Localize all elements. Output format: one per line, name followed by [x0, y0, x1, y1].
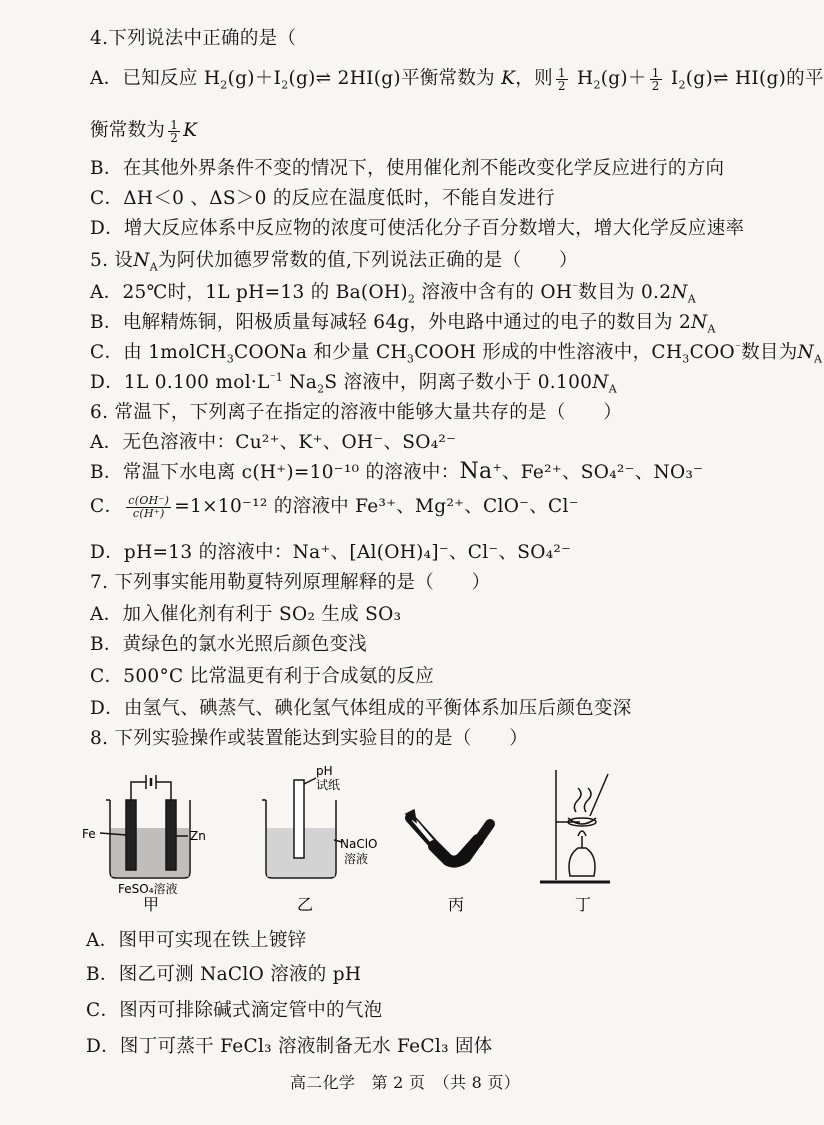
q7-option-b: B．黄绿色的氯水光照后颜色变浅 — [90, 634, 368, 655]
fig-yi-ph-label: pH — [316, 764, 333, 778]
q7-option-a: A．加入催化剂有利于 SO₂ 生成 SO₃ — [90, 604, 402, 625]
fig-jia-solution-label: FeSO₄溶液 — [118, 882, 178, 896]
fig-yi-paper-label: 试纸 — [316, 778, 341, 792]
q6-option-d: D．pH=13 的溶液中：Na⁺、[Al(OH)₄]⁻、Cl⁻、SO₄²⁻ — [90, 542, 572, 563]
ratio-fraction: $\frac{c(OH^-)}{c(H^+)}$ — [128, 493, 170, 520]
q7-option-d: D．由氢气、碘蒸气、碘化氢气体组成的平衡体系加压后颜色变深 — [90, 698, 632, 719]
q4-option-a: A．已知反应 $H_2(g)+I_2(g)\rightleftharpoons$ 2HI(g)平衡常数为 K，则 $\frac{1}{2}$ $H_2(g)+$ $\frac{1}{2}$ $I_2(g)\rightleftharpoons$ HI(g)的平 — [90, 65, 824, 93]
q5-stem: 5. 设$N_A$为阿伏加德罗常数的值,下列说法正确的是（ ） — [90, 250, 578, 274]
q6-option-a: A．无色溶液中：Cu²⁺、K⁺、OH⁻、SO₄²⁻ — [90, 432, 457, 453]
fraction-half: $\frac{1}{2}$ — [557, 65, 566, 93]
q5-option-c: C．由 1molCH$_3$COONa 和少量 $CH_3COOH$ 形成的中性溶液中，$CH_3COO^{^-}$数目为$N_A$ — [90, 340, 823, 366]
fig-yi-sol-label2: 溶液 — [344, 852, 369, 866]
q5-option-a: A．25℃时，1L pH=13 的 $Ba(OH)_2$ 溶液中含有的 OH⁻数目为 $0.2N_A$ — [90, 280, 697, 306]
page-footer: 高二化学 第 2 页 （共 8 页） — [290, 1073, 521, 1092]
figure-yi — [262, 778, 342, 878]
fig-jia-fe-label: Fe — [82, 827, 96, 841]
q8-option-b: B．图乙可测 NaClO 溶液的 pH — [86, 964, 362, 985]
fraction-half: $\frac{1}{2}$ — [651, 65, 660, 93]
q5-option-d: D．1L 0.100 $mol\cdot L^{^-1}$ $Na_2S$ 溶液中，阴离子数小于 $0.100N_A$ — [90, 370, 617, 396]
q4-option-b: B．在其他外界条件不变的情况下，使用催化剂不能改变化学反应进行的方向 — [90, 158, 725, 179]
q8-option-a: A．图甲可实现在铁上镀锌 — [86, 930, 307, 951]
q8-option-d: D．图丁可蒸干 FeCl₃ 溶液制备无水 FeCl₃ 固体 — [86, 1036, 493, 1057]
q4-option-a-cont: 衡常数为 $\frac{1}{2}$ K — [90, 117, 198, 145]
figure-ding — [540, 770, 610, 882]
q5-option-b: B．电解精炼铜，阳极质量每减轻 64g，外电路中通过的电子的数目为 $2N_A$ — [90, 312, 716, 336]
fig-yi-caption: 乙 — [297, 895, 314, 914]
fraction-half: $\frac{1}{2}$ — [170, 117, 179, 145]
q8-option-c: C．图丙可排除碱式滴定管中的气泡 — [86, 1000, 383, 1021]
q8-stem: 8. 下列实验操作或装置能达到实验目的的是（ ） — [90, 728, 529, 749]
q4-stem: 4.下列说法中正确的是（ — [90, 28, 297, 49]
fig-ding-caption: 丁 — [575, 895, 592, 914]
q6-stem: 6. 常温下，下列离子在指定的溶液中能够大量共存的是（ ） — [90, 402, 623, 423]
q4-option-d: D．增大反应体系中反应物的浓度可使活化分子百分数增大，增大化学反应速率 — [90, 218, 745, 239]
figure-jia — [100, 775, 190, 878]
q6-option-b: B．常温下水电离 c(H⁺)=10⁻¹⁰ 的溶液中：Na+、Fe²⁺、SO₄²⁻、NO₃⁻ — [90, 459, 704, 484]
figure-bing — [406, 810, 490, 862]
fig-yi-sol-label1: NaClO — [340, 837, 378, 851]
fig-jia-zn-label: Zn — [190, 829, 206, 843]
fig-jia-caption: 甲 — [143, 895, 160, 914]
q7-option-c: C．500°C 比常温更有利于合成氨的反应 — [90, 666, 435, 687]
q4-option-c: C．ΔH＜0 、ΔS＞0 的反应在温度低时，不能自发进行 — [90, 188, 555, 209]
q6-option-c: C． $\frac{c(OH^-)}{c(H^+)}$ =1×10⁻¹² 的溶液中 Fe³⁺、Mg²⁺、ClO⁻、Cl⁻ — [90, 493, 579, 520]
fig-bing-caption: 丙 — [448, 895, 465, 914]
q7-stem: 7. 下列事实能用勒夏特列原理解释的是（ ） — [90, 572, 491, 593]
